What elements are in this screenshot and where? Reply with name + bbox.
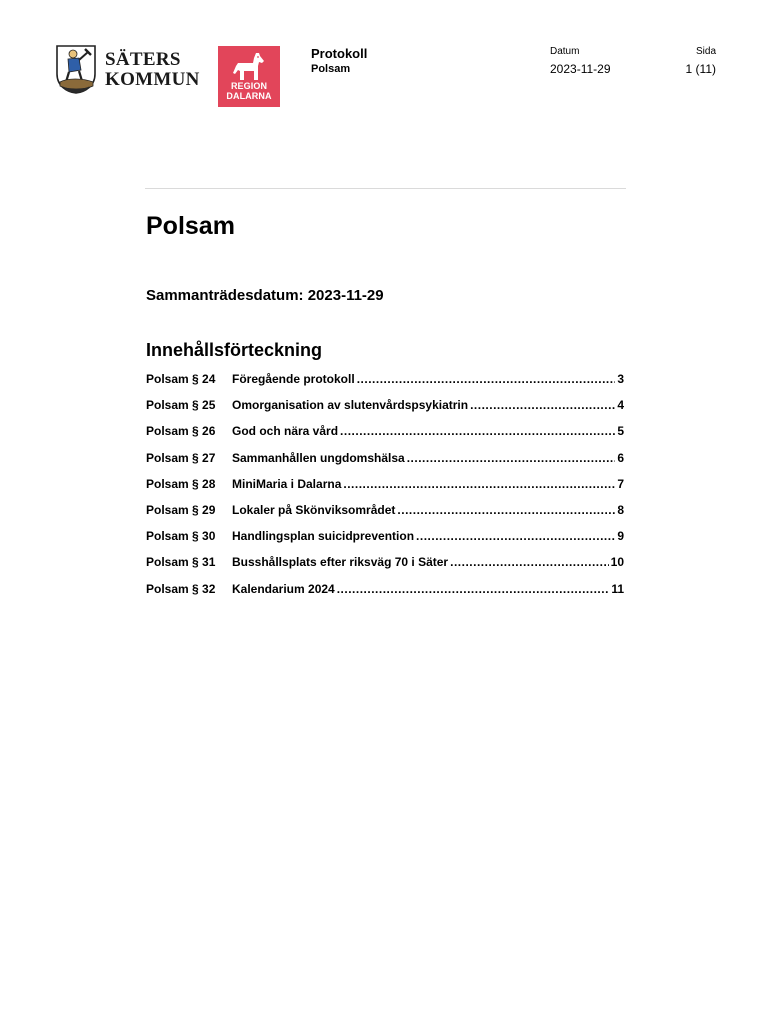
toc-entry-ref: Polsam § 30: [146, 529, 216, 544]
dala-horse-icon: [232, 52, 266, 82]
toc-entry-page: 6: [617, 450, 624, 465]
toc-entry-25[interactable]: [146, 398, 624, 424]
toc-entry-ref: Polsam § 26: [146, 424, 216, 439]
toc-entry-page: 3: [617, 372, 624, 386]
toc-entry-27[interactable]: [146, 451, 624, 477]
toc-entry-title: God och nära vård: [232, 424, 339, 439]
page-number: 1 (11): [685, 62, 716, 76]
date-value: 2023-11-29: [550, 62, 611, 76]
toc-entry-30[interactable]: [146, 529, 624, 555]
toc-entry-title: Busshållsplats efter riksväg 70 i Säter: [232, 555, 449, 570]
toc-entry-title: Föregående protokoll: [232, 372, 355, 386]
saters-wordmark-line1: SÄTERS: [105, 49, 181, 70]
region-wordmark-line2: DALARNA: [226, 91, 272, 101]
toc-entry-title: Kalendarium 2024: [232, 581, 335, 596]
region-dalarna-wordmark: [218, 81, 280, 101]
toc-entry-31[interactable]: [146, 555, 624, 581]
toc-dot-leader: [337, 582, 610, 596]
toc-entry-title: Lokaler på Skönviksområdet: [232, 502, 396, 517]
toc-entry-ref: Polsam § 29: [146, 502, 216, 517]
toc-entry-ref: Polsam § 25: [146, 398, 216, 413]
toc-dot-leader: [450, 555, 609, 569]
saters-wordmark: [105, 50, 200, 90]
meeting-date: Sammanträdesdatum: 2023-11-29: [146, 287, 384, 304]
saters-wordmark-line2: KOMMUN: [105, 69, 200, 90]
region-wordmark-line1: REGION: [230, 81, 268, 91]
toc-dot-leader: [340, 424, 615, 438]
page-label: Sida: [695, 46, 716, 57]
toc-dot-leader: [470, 398, 615, 412]
toc-dot-leader: [407, 451, 616, 465]
toc-entry-ref: Polsam § 32: [146, 581, 216, 596]
toc-entry-ref: Polsam § 28: [146, 476, 216, 491]
toc-entry-page: 5: [617, 424, 624, 439]
toc-entry-title: Omorganisation av slutenvårdspsykiatrin: [232, 398, 469, 413]
toc-entry-page: 8: [617, 502, 624, 517]
toc-entry-page: 7: [617, 476, 624, 491]
toc-entry-24[interactable]: [146, 372, 624, 398]
toc-entry-page: 11: [611, 581, 624, 596]
toc-entry-32[interactable]: [146, 582, 624, 608]
toc-entry-page: 4: [617, 398, 624, 413]
document-type: Protokoll: [311, 46, 368, 61]
toc-entry-title: Sammanhållen ungdomshälsa: [232, 450, 405, 465]
page-title: Polsam: [146, 212, 235, 240]
toc-entry-ref: Polsam § 27: [146, 450, 216, 465]
toc-dot-leader: [416, 529, 615, 543]
region-dalarna-logo: [218, 46, 280, 107]
toc-dot-leader: [397, 503, 615, 517]
table-of-contents: [146, 372, 624, 608]
toc-entry-28[interactable]: [146, 477, 624, 503]
header-divider: [145, 188, 626, 189]
toc-entry-page: 9: [617, 529, 624, 544]
toc-entry-page: 10: [610, 555, 624, 570]
document-subject: Polsam: [311, 63, 351, 75]
saters-crest-icon: [55, 44, 97, 94]
toc-entry-title: Handlingsplan suicidprevention: [232, 529, 415, 544]
toc-dot-leader: [343, 477, 615, 491]
toc-entry-ref: Polsam § 31: [146, 555, 216, 570]
toc-heading: Innehållsförteckning: [146, 340, 323, 360]
toc-entry-title: MiniMaria i Dalarna: [232, 476, 342, 491]
date-label: Datum: [550, 46, 580, 57]
toc-entry-29[interactable]: [146, 503, 624, 529]
toc-entry-ref: Polsam § 24: [146, 372, 216, 386]
toc-dot-leader: [357, 372, 616, 386]
saters-kommun-logo: [55, 44, 200, 96]
toc-entry-26[interactable]: [146, 424, 624, 450]
